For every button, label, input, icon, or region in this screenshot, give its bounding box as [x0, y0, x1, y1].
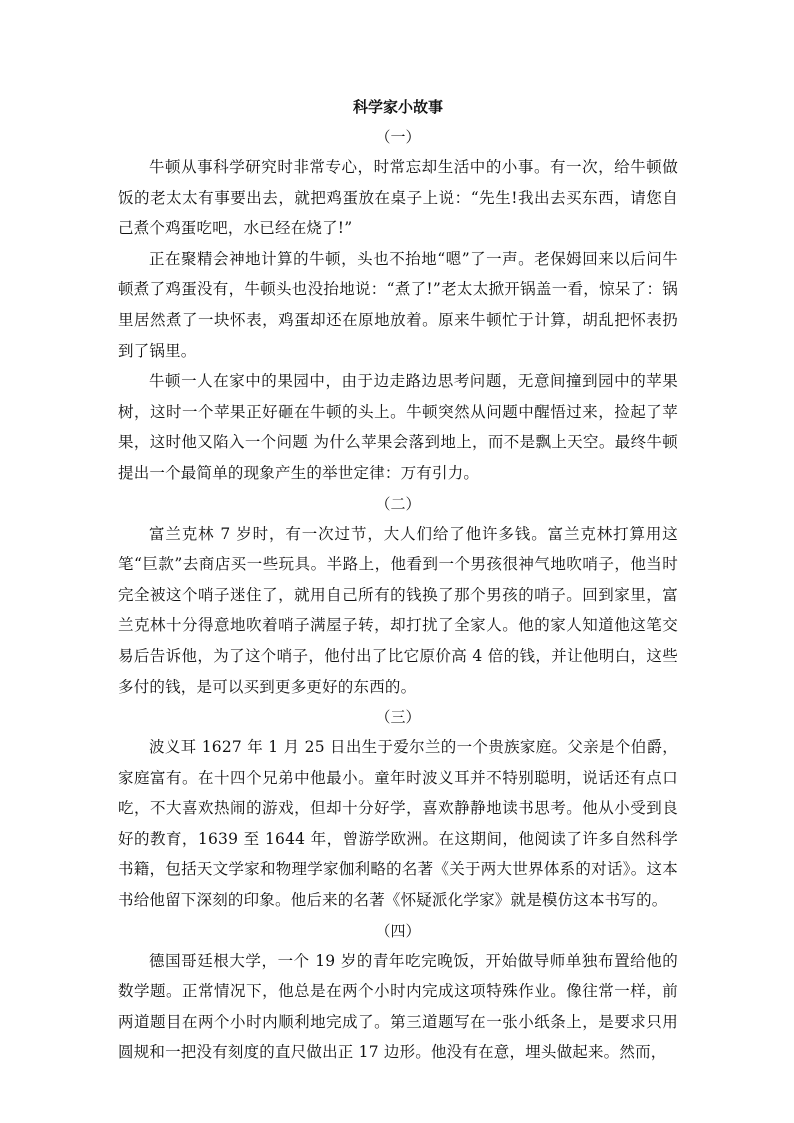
document-page: [118, 92, 678, 1068]
section-4: [118, 916, 678, 1068]
section-1-label: （一）: [375, 128, 421, 146]
document-title: 科学家小故事: [352, 98, 443, 116]
section-2-label: （二）: [375, 494, 421, 513]
section-4-label: （四）: [375, 921, 421, 940]
section-1-paragraph-2: 正在聚精会神地计算的牛顿，头也不抬地“嗯”了一声。老保姆回来以后问牛顿煮了鸡蛋没有，牛顿头也没抬地说：“煮了!”老太太掀开锅盖一看，惊呆了：锅里居然煮了一块怀表，鸡蛋却还在原地放着。原来牛顿忙于计算，胡乱把怀表扔到了锅里。: [118, 249, 678, 360]
section-3-label: （三）: [375, 708, 421, 727]
section-1: [118, 122, 678, 489]
section-4-paragraph-1: 德国哥廷根大学，一个 19 岁的青年吃完晚饭，开始做导师单独布置给他的数学题。正常情况下，他总是在两个小时内完成这项特殊作业。像往常一样，前两道题目在两个小时内顺利地完成了。第三道题写在一张小纸条上，是要求只用圆规和一把没有刻度的直尺做出正 17 边形。他没有在意，埋头做起来。然而，: [118, 951, 678, 1062]
section-1-paragraph-1: 牛顿从事科学研究时非常专心，时常忘却生活中的小事。有一次，给牛顿做饭的老太太有事要出去，就把鸡蛋放在桌子上说：“先生!我出去买东西，请您自己煮个鸡蛋吃吧，水已经在烧了!”: [118, 158, 678, 238]
section-2: [118, 489, 678, 703]
section-2-paragraph-1: 富兰克林 7 岁时，有一次过节，大人们给了他许多钱。富兰克林打算用这笔“巨款”去商店买一些玩具。半路上，他看到一个男孩很神气地吹哨子，他当时完全被这个哨子迷住了，就用自己所有的钱换了那个男孩的哨子。回到家里，富兰克林十分得意地吹着哨子满屋子转，却打扰了全家人。他的家人知道他这笔交易后告诉他，为了这个哨子，他付出了比它原价高 4 倍的钱，并让他明白，这些多付的钱，是可以买到更多更好的东西的。: [118, 524, 678, 696]
section-3: [118, 702, 678, 916]
section-3-paragraph-1: 波义耳 1627 年 1 月 25 日出生于爱尔兰的一个贵族家庭。父亲是个伯爵，家庭富有。在十四个兄弟中他最小。童年时波义耳并不特别聪明，说话还有点口吃，不大喜欢热闹的游戏，但却十分好学，喜欢静静地读书思考。他从小受到良好的教育，1639 至 1644 年，曾游学欧洲。在这期间，他阅读了许多自然科学书籍，包括天文学家和物理学家伽利略的名著《关于两大世界体系的对话》。这本书给他留下深刻的印象。他后来的名著《怀疑派化学家》就是模仿这本书写的。: [118, 738, 678, 910]
section-1-paragraph-3: 牛顿一人在家中的果园中，由于边走路边思考问题，无意间撞到园中的苹果树，这时一个苹果正好砸在牛顿的头上。牛顿突然从问题中醒悟过来，捡起了苹果，这时他又陷入一个问题 为什么苹果会落到地上，而不是飘上天空。最终牛顿提出一个最简单的现象产生的举世定律：万有引力。: [118, 372, 678, 482]
